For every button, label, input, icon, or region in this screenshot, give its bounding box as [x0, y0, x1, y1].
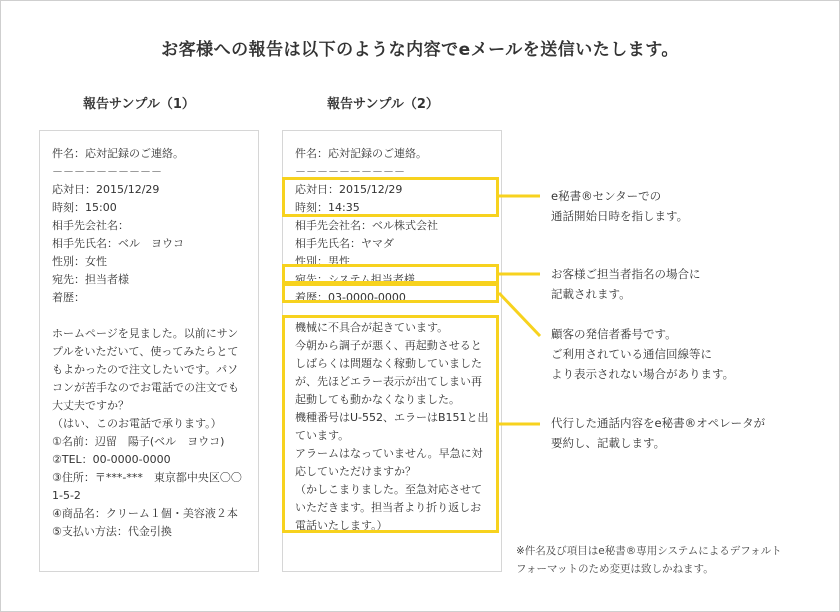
sample2-body: 機械に不具合が起きています。 今朝から調子が悪く、再起動させるとしばらくは問題なく稼動していましたが、先ほどエラー表示が出てしまい再起動しても動かなくなりました。 機種番号はU-552、エラーはB151と出ています。 アラームはなっていません。早急に対応していただけますか？ （かしこまりました。至急対応させていただきます。担当者より折り返しお電話いたします。） [295, 321, 489, 532]
sample2-divider: －－－－－－－－－－ [295, 165, 405, 178]
sample2-gender: 性別：男性 [295, 255, 350, 268]
sample2-company: 相手先会社名：ベル株式会社 [295, 219, 438, 232]
sample2-subject: 件名：応対記録のご連絡。 [295, 147, 427, 160]
sample1-subject: 件名：応対記録のご連絡。 [52, 147, 184, 160]
sample1-heading: 報告サンプル（1） [83, 97, 195, 112]
sample1-caller-id: 着歴： [52, 291, 85, 304]
sample1-company: 相手先会社名： [52, 219, 129, 232]
sample1-body: ホームページを見ました。以前にサンプルをいただいて、使ってみたらとてもよかったので注文したいです。パソコンが苦手なのでお電話での注文でも大丈夫ですか？ （はい、このお電話で承ります。） ①名前：辺留 陽子(ベル ヨウコ) ②TEL：00-0000-0000 ③住所：〒***-*** 東京都中央区〇〇1-5-2 ④商品名：クリーム１個・美容液２本 ⑤支払い方法：代金引換 [52, 327, 242, 538]
sample1-date: 応対日：2015/12/29 [52, 183, 160, 196]
sample1-card [39, 130, 259, 572]
note-datetime: e秘書®センターでの 通話開始日時を指します。 [551, 189, 689, 223]
footnote: ※件名及び項目はe秘書®専用システムによるデフォルト フォーマットのため変更は致しかねます。 [516, 545, 782, 575]
sample2-recipient: 宛先：システム担当者様 [295, 273, 415, 286]
note-recipient: お客様ご担当者指名の場合に 記載されます。 [551, 267, 701, 301]
sample1-divider: －－－－－－－－－－ [52, 165, 162, 178]
note-body: 代行した通話内容をe秘書®オペレータが 要約し、記載します。 [551, 416, 766, 450]
sample1-time: 時刻：15:00 [52, 201, 117, 214]
highlight-body [282, 315, 499, 533]
note-caller-id: 顧客の発信者番号です。 ご利用されている通信回線等に より表示されない場合があります。 [551, 327, 735, 381]
sample1-recipient: 宛先：担当者様 [52, 273, 129, 286]
sample2-name: 相手先氏名：ヤマダ [295, 237, 394, 250]
highlight-caller-id [282, 283, 499, 303]
sample1-name: 相手先氏名：ベル ヨウコ [52, 237, 184, 250]
sample2-date: 応対日：2015/12/29 [295, 183, 403, 196]
highlight-recipient [282, 264, 499, 284]
sample1-gender: 性別：女性 [52, 255, 107, 268]
highlight-datetime [282, 177, 499, 217]
sample2-caller-id: 着歴：03-0000-0000 [295, 291, 406, 304]
sample2-time: 時刻：14:35 [295, 201, 360, 214]
sample2-heading: 報告サンプル（2） [327, 97, 439, 112]
page-title: お客様への報告は以下のような内容でeメールを送信いたします。 [161, 40, 679, 60]
